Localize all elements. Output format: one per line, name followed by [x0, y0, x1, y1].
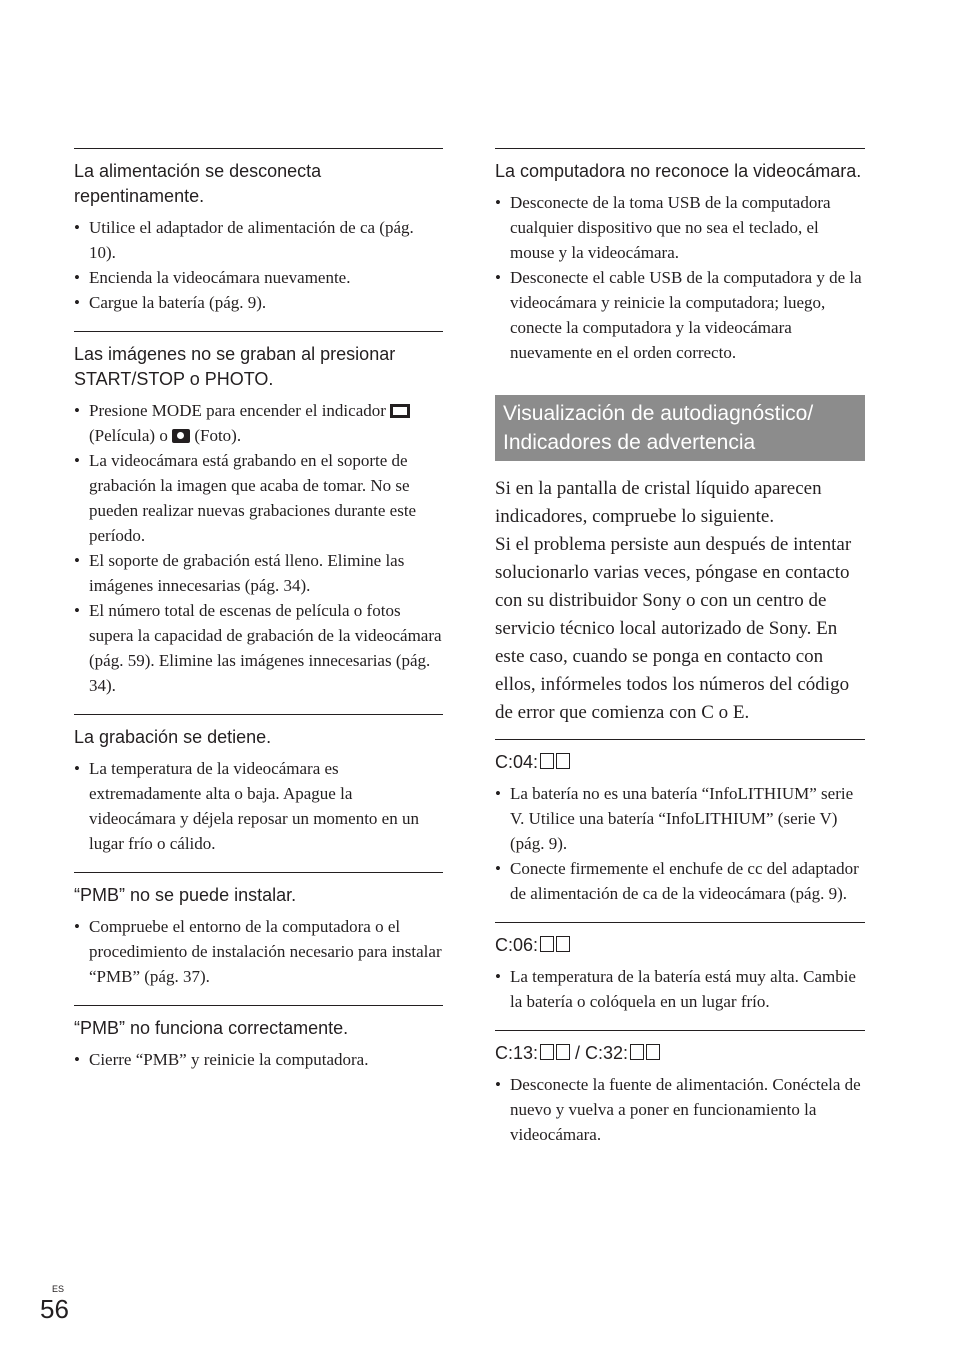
error-code: / C:32: — [570, 1043, 629, 1063]
list-item: • Desconecte el cable USB de la computadora y de la videocámara y reinicie la computadora; luego, conecte la computadora y la videocámara nuevamente en el orden correcto. — [495, 265, 865, 365]
bullet-list — [74, 1047, 443, 1072]
intro-paragraph: Si el problema persiste aun después de intentar solucionarlo varias veces, póngase en contacto con su distribuidor Sony o con un centro de servicio técnico local autorizado de Sony. En este caso, cuando se ponga en contacto con ellos, infórmeles todos los números del código de error que comienza con C o E. — [495, 534, 852, 723]
list-item: • La batería no es una batería “InfoLITHIUM” serie V. Utilice una batería “InfoLITHIUM” (serie V) (pág. 9). — [495, 781, 865, 856]
placeholder-box — [540, 753, 554, 769]
section-heading: “PMB” no funciona correctamente. — [74, 1018, 349, 1038]
list-item: • El número total de escenas de película o fotos supera la capacidad de grabación de la videocámara (pág. 59). Elimine las imágenes innecesarias (pág. 34). — [74, 598, 443, 698]
section-banner: Visualización de autodiagnóstico/ Indicadores de advertencia — [495, 395, 865, 461]
error-code-section — [495, 922, 865, 1014]
list-item: • La temperatura de la batería está muy alta. Cambie la batería o colóquela en un lugar frío. — [495, 964, 865, 1014]
placeholder-box — [540, 1044, 554, 1060]
troubleshoot-section — [74, 872, 443, 989]
list-item-text: (Foto). — [194, 426, 242, 445]
placeholder-box — [556, 753, 570, 769]
camera-icon — [172, 429, 190, 443]
error-code-heading — [495, 750, 865, 775]
list-item-text: (Película) o — [89, 426, 168, 445]
right-column — [495, 148, 865, 1163]
placeholder-box — [556, 936, 570, 952]
list-item: • El soporte de grabación está lleno. Elimine las imágenes innecesarias (pág. 34). — [74, 548, 443, 598]
bullet-list — [74, 398, 443, 698]
bullet-list — [74, 756, 443, 856]
language-code: ES — [52, 1284, 65, 1294]
placeholder-box — [646, 1044, 660, 1060]
list-item: • Cargue la batería (pág. 9). — [74, 290, 443, 315]
section-heading: La grabación se detiene. — [74, 727, 272, 747]
bullet-list — [495, 1072, 865, 1147]
list-item: • Desconecte de la toma USB de la computadora cualquier dispositivo que no sea el teclado, el mouse y la videocámara. — [495, 190, 865, 265]
list-item: • Encienda la videocámara nuevamente. — [74, 265, 443, 290]
list-item: • Desconecte la fuente de alimentación. Conéctela de nuevo y vuelva a poner en funcionamiento la videocámara. — [495, 1072, 865, 1147]
troubleshoot-section — [74, 714, 443, 856]
error-code-heading — [495, 1041, 865, 1066]
intro-text — [495, 475, 865, 727]
list-item: • Utilice el adaptador de alimentación de ca (pág. 10). — [74, 215, 443, 265]
list-item-text: Presione MODE para encender el indicador — [89, 401, 386, 420]
section-heading: La alimentación se desconecta repentinamente. — [74, 161, 322, 206]
section-heading: La computadora no reconoce la videocámara. — [495, 161, 862, 181]
error-code-section — [495, 1030, 865, 1147]
section-heading: “PMB” no se puede instalar. — [74, 885, 297, 905]
bullet-list — [74, 914, 443, 989]
list-item: • Conecte firmemente el enchufe de cc del adaptador de alimentación de ca de la videocámara (pág. 9). — [495, 856, 865, 906]
page-number: 56 — [40, 1294, 69, 1324]
section-heading: Las imágenes no se graban al presionar START/STOP o PHOTO. — [74, 344, 396, 389]
troubleshoot-section — [74, 1005, 443, 1072]
bullet-list — [495, 781, 865, 906]
bullet-list — [495, 964, 865, 1014]
intro-paragraph: Si en la pantalla de cristal líquido aparecen indicadores, compruebe lo siguiente. — [495, 478, 822, 527]
bullet-list — [495, 190, 865, 365]
list-item: • La videocámara está grabando en el soporte de grabación la imagen que acaba de tomar. No se pueden realizar nuevas grabaciones durante este período. — [74, 448, 443, 548]
error-code-section — [495, 739, 865, 906]
left-column — [74, 148, 443, 1088]
placeholder-box — [630, 1044, 644, 1060]
placeholder-box — [556, 1044, 570, 1060]
film-icon — [390, 404, 410, 418]
error-code: C:06: — [495, 935, 539, 955]
troubleshoot-section — [74, 331, 443, 698]
troubleshoot-section — [495, 148, 865, 365]
list-item: • La temperatura de la videocámara es extremadamente alta o baja. Apague la videocámara y déjela reposar un momento en un lugar frío o cálido. — [74, 756, 443, 856]
error-code: C:04: — [495, 752, 539, 772]
bullet-list — [74, 215, 443, 315]
troubleshoot-section — [74, 148, 443, 315]
placeholder-box — [540, 936, 554, 952]
list-item — [74, 398, 443, 448]
error-code-heading — [495, 933, 865, 958]
list-item: • Cierre “PMB” y reinicie la computadora. — [74, 1047, 443, 1072]
list-item: • Compruebe el entorno de la computadora o el procedimiento de instalación necesario para instalar “PMB” (pág. 37). — [74, 914, 443, 989]
error-code: C:13: — [495, 1043, 539, 1063]
